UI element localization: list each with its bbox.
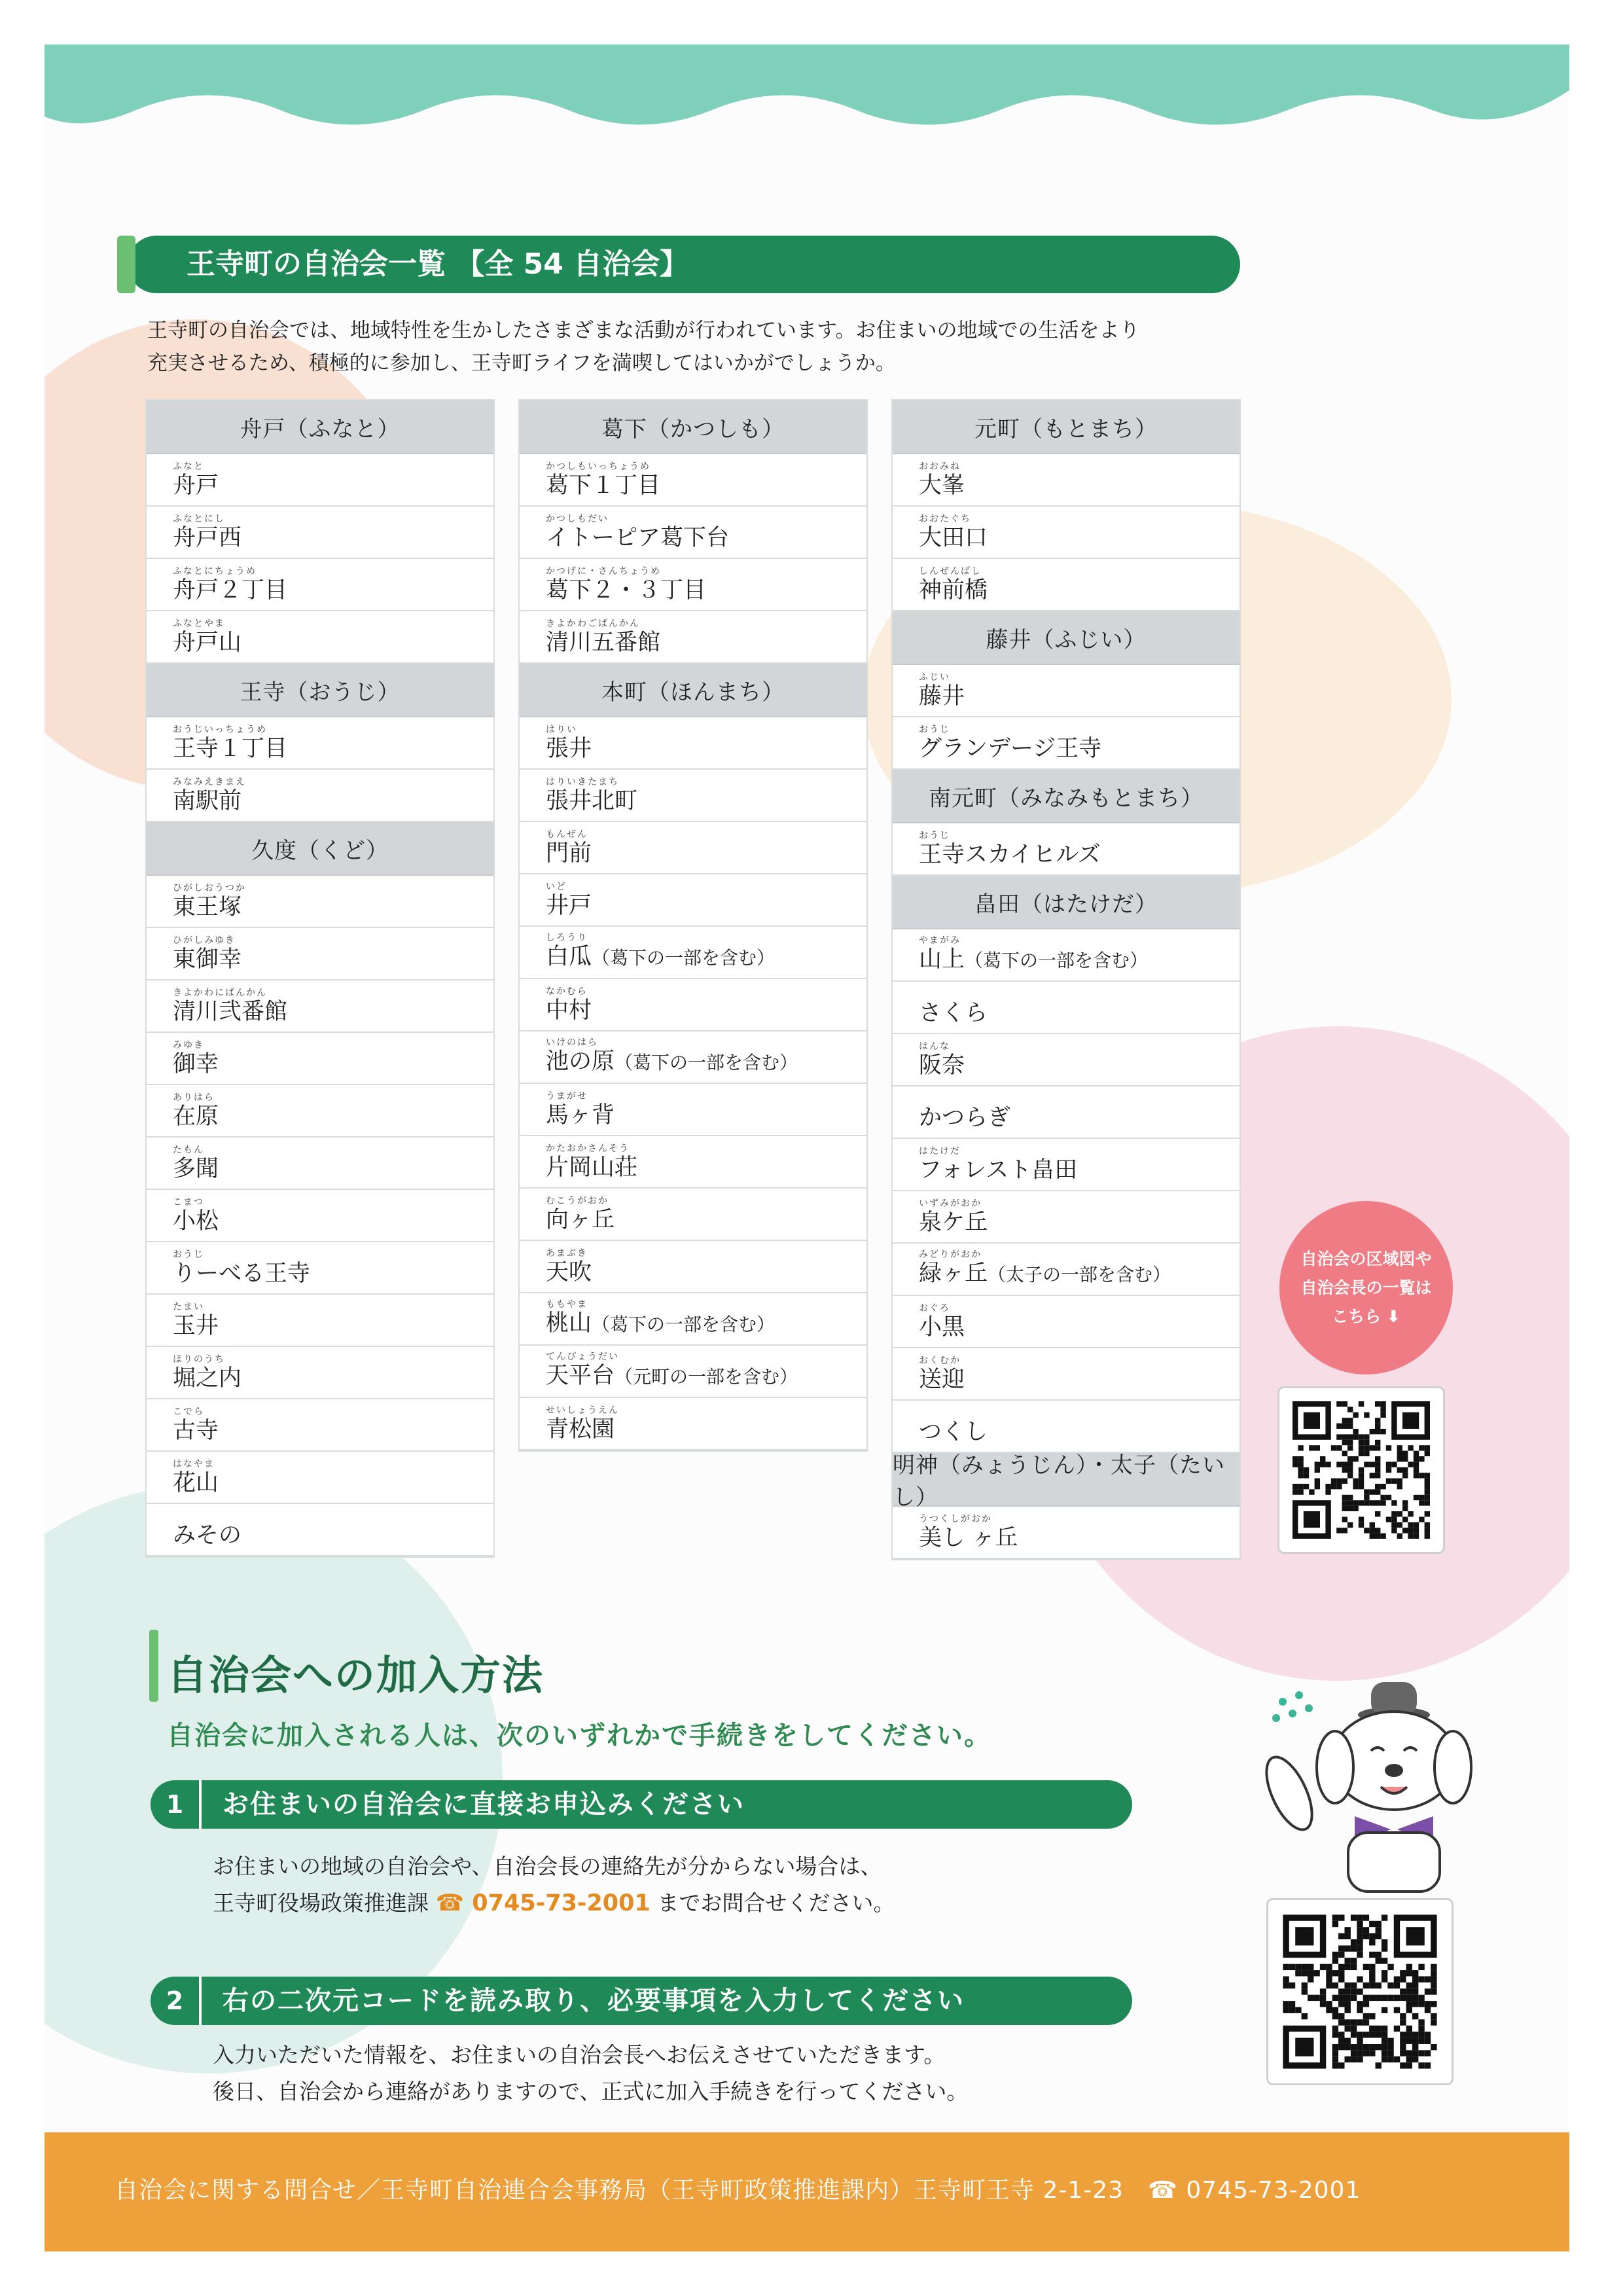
association-name: 舟戸山 — [173, 630, 242, 656]
furigana: おぐろ — [919, 1303, 950, 1314]
association-name-line — [919, 1419, 988, 1445]
qr-code-icon — [1268, 1900, 1452, 2083]
association-name-line — [173, 736, 287, 762]
association-name: つくし — [919, 1419, 988, 1445]
association-name: さくら — [919, 1000, 988, 1026]
furigana — [173, 1511, 241, 1522]
association-row — [147, 770, 493, 822]
furigana: きよかわごばんかん — [546, 619, 640, 629]
association-name-line — [173, 999, 287, 1025]
district-header: 本町（ほんまち） — [520, 664, 866, 717]
association-row — [520, 822, 866, 874]
association-name-line — [546, 1416, 619, 1443]
association-row — [147, 980, 493, 1033]
association-name: 葛下１丁目 — [546, 473, 661, 499]
association-name-line — [173, 577, 287, 603]
association-row — [147, 1242, 493, 1295]
step-1-line-1: お住まいの地域の自治会や、自治会長の連絡先が分からない場合は、 — [213, 1854, 882, 1879]
association-name: 阪奈 — [919, 1052, 965, 1079]
association-row — [147, 1190, 493, 1242]
furigana: いど — [546, 882, 567, 892]
association-note: （葛下の一部を含む） — [592, 947, 776, 969]
furigana: せいしょうえん — [546, 1405, 619, 1416]
furigana: かたおかさんそう — [546, 1143, 630, 1154]
association-row — [520, 1398, 866, 1450]
section-title: 王寺町の自治会一覧 【全 54 自治会】 — [187, 247, 689, 281]
furigana: おおみね — [919, 461, 961, 472]
association-name: かつらぎ — [919, 1105, 1011, 1131]
furigana: おくむか — [919, 1355, 961, 1366]
association-row — [893, 559, 1240, 611]
association-name-line — [546, 736, 592, 762]
furigana: たもん — [173, 1145, 204, 1155]
association-name-line — [546, 893, 592, 919]
association-name: 葛下２・３丁目 — [546, 577, 707, 603]
association-row — [147, 1504, 493, 1556]
association-name: 東御幸 — [173, 946, 242, 973]
qr-code-join[interactable] — [1266, 1898, 1454, 2085]
furigana: みゆき — [173, 1040, 204, 1050]
furigana: むこうがおか — [546, 1196, 609, 1206]
association-row — [147, 454, 493, 507]
furigana — [919, 1407, 988, 1419]
association-row — [893, 1139, 1240, 1191]
furigana: いずみがおか — [919, 1198, 982, 1209]
association-name: 王寺スカイヒルズ — [919, 842, 1101, 868]
association-row — [520, 717, 866, 770]
association-name-line — [546, 1102, 615, 1128]
association-name: 南駅前 — [173, 788, 242, 814]
phone-number[interactable]: ☎ 0745-73-2001 — [435, 1890, 651, 1916]
furigana — [919, 1093, 1010, 1105]
district-header: 久度（くど） — [147, 822, 493, 876]
association-name-line — [919, 1525, 1018, 1551]
step-2-number: 2 — [151, 1977, 202, 2025]
badge-line-1: 自治会の区域図や — [1300, 1249, 1432, 1268]
join-title-marker — [149, 1630, 158, 1702]
association-name: 送迎 — [919, 1367, 965, 1393]
association-row — [520, 1241, 866, 1293]
association-name: イトーピア葛下台 — [546, 525, 730, 551]
association-name-line — [546, 840, 592, 867]
intro-text: 王寺町の自治会では、地域特性を生かしたさまざまな活動が行われています。お住まいの地域での生活をより 充実させるため、積極的に参加し、王寺町ライフを満喫してはいかがでしょうか。 — [147, 319, 1140, 375]
furigana: おうじ — [173, 1249, 204, 1260]
wavy-header — [45, 45, 1569, 162]
association-row — [520, 1293, 866, 1346]
step-1-line-2 — [213, 1885, 895, 1922]
association-name-line — [173, 1470, 219, 1496]
association-row — [893, 982, 1240, 1034]
association-name: 山上 — [919, 946, 965, 973]
association-name-line — [919, 473, 965, 499]
step-2-line-2: 後日、自治会から連絡がありますので、正式に加入手続きを行ってください。 — [213, 2079, 969, 2104]
department-name: 王寺町役場政策推進課 — [213, 1890, 429, 1916]
association-row — [893, 1086, 1240, 1139]
furigana: てんぴょうだい — [546, 1352, 619, 1362]
furigana: ふじい — [919, 672, 950, 683]
furigana: はりいきたまち — [546, 777, 619, 787]
association-row — [520, 770, 866, 822]
association-name: グランデージ王寺 — [919, 736, 1102, 762]
association-row — [520, 1189, 866, 1241]
furigana: あまぶき — [546, 1248, 588, 1259]
association-name-line — [546, 1310, 775, 1338]
furigana: みどりがおか — [919, 1249, 982, 1260]
association-row — [520, 1031, 866, 1084]
association-row — [520, 927, 866, 979]
association-name-line — [919, 1314, 965, 1340]
furigana: ほりのうち — [173, 1354, 225, 1365]
association-name-line — [173, 894, 246, 920]
association-name-line — [546, 1259, 592, 1285]
furigana: ふなとやま — [173, 619, 225, 629]
association-name-line — [173, 1208, 219, 1234]
furigana — [919, 988, 988, 1000]
association-name: 小黒 — [919, 1314, 965, 1340]
association-row — [520, 979, 866, 1031]
qr-code-map[interactable] — [1277, 1386, 1445, 1554]
step-1-number: 1 — [151, 1780, 202, 1829]
association-name-line — [546, 788, 637, 814]
association-name: 舟戸 — [173, 473, 219, 499]
association-row — [147, 1033, 493, 1085]
association-name: 馬ヶ背 — [546, 1102, 615, 1128]
step-1-bar — [151, 1780, 1132, 1829]
association-row — [893, 1507, 1240, 1559]
association-row — [520, 507, 866, 559]
association-name: 清川弐番館 — [173, 999, 288, 1025]
association-name: 緑ヶ丘 — [919, 1261, 988, 1287]
association-name-line — [546, 473, 660, 499]
association-row — [147, 876, 493, 928]
furigana: もんぜん — [546, 829, 588, 840]
association-name-line — [546, 630, 660, 656]
association-note: （葛下の一部を含む） — [615, 1052, 798, 1073]
association-name: 片岡山荘 — [546, 1155, 638, 1181]
furigana: なかむら — [546, 986, 588, 997]
association-name-line — [173, 1103, 219, 1130]
association-row — [520, 874, 866, 927]
association-row — [893, 665, 1240, 717]
association-row — [893, 717, 1240, 770]
association-name-line — [546, 997, 592, 1024]
association-note: （葛下の一部を含む） — [592, 1314, 776, 1335]
association-name-line — [546, 944, 775, 971]
district-header: 元町（もとまち） — [893, 401, 1240, 454]
furigana: ふなと — [173, 461, 204, 472]
column-3 — [891, 399, 1241, 1560]
association-note: （元町の一部を含む） — [615, 1366, 798, 1388]
association-name: 清川五番館 — [546, 630, 661, 656]
association-name: 堀之内 — [173, 1365, 242, 1391]
furigana: はりい — [546, 725, 577, 735]
association-name-line — [173, 1156, 219, 1182]
association-name-line — [173, 630, 241, 656]
association-name: 門前 — [546, 840, 592, 867]
association-row — [147, 1399, 493, 1452]
association-row — [147, 559, 493, 611]
association-name-line — [173, 1418, 219, 1444]
furigana: うつくしがおか — [919, 1514, 992, 1524]
association-row — [520, 1136, 866, 1189]
furigana: ありはら — [173, 1092, 215, 1103]
association-name: 張井北町 — [546, 788, 638, 814]
step-2-title: 右の二次元コードを読み取り、必要事項を入力してください — [223, 1986, 965, 2016]
furigana: しんぜんばし — [919, 566, 982, 577]
step-1-line-2-end: までお問合せください。 — [657, 1890, 895, 1916]
association-row — [520, 454, 866, 507]
association-name: 大田口 — [919, 525, 988, 551]
association-row — [893, 1034, 1240, 1086]
association-row — [893, 1244, 1240, 1296]
district-header: 南元町（みなみもとまち） — [893, 770, 1240, 823]
furigana: ももやま — [546, 1299, 588, 1310]
furigana: かつしもいっちょうめ — [546, 461, 651, 472]
furigana: はたけだ — [919, 1146, 961, 1157]
association-row — [147, 1085, 493, 1138]
furigana: やまがみ — [919, 935, 961, 946]
association-row — [147, 717, 493, 770]
association-row — [147, 507, 493, 559]
association-name: 花山 — [173, 1470, 219, 1496]
column-1 — [145, 399, 495, 1558]
association-row — [147, 1138, 493, 1190]
association-row — [147, 1452, 493, 1504]
furigana: かつげに・さんちょうめ — [546, 566, 661, 577]
association-name-line — [546, 1155, 637, 1181]
furigana: きよかわにばんかん — [173, 988, 267, 998]
furigana: おおたぐち — [919, 514, 971, 524]
map-link-badge[interactable] — [1279, 1201, 1453, 1374]
district-header: 畠田（はたけだ） — [893, 876, 1240, 929]
association-name: 大峯 — [919, 473, 965, 499]
association-name: 白瓜 — [546, 944, 592, 970]
association-name-line — [546, 577, 706, 603]
association-name-line — [173, 1051, 219, 1077]
association-name: みその — [173, 1522, 242, 1549]
association-name-line — [919, 946, 1148, 974]
association-name: 天吹 — [546, 1259, 592, 1285]
furigana: おうじいっちょうめ — [173, 725, 267, 735]
furigana: こまつ — [173, 1197, 204, 1208]
section-header-stub — [117, 236, 135, 293]
association-name-line — [919, 1052, 965, 1079]
association-name: フォレスト畠田 — [919, 1157, 1078, 1183]
association-name-line — [173, 1261, 310, 1287]
footer-contact: 自治会に関する問合せ／王寺町自治連合会事務局（王寺町政策推進課内）王寺町王寺 2-1-23 ☎ 0745-73-2001 — [115, 2177, 1361, 2204]
district-header: 葛下（かつしも） — [520, 401, 866, 454]
furigana: いけのはら — [546, 1037, 598, 1048]
association-row — [893, 823, 1240, 876]
step-2-line-1: 入力いただいた情報を、お住まいの自治会長へお伝えさせていただきます。 — [213, 2042, 946, 2068]
association-row — [520, 1346, 866, 1398]
association-name: 向ヶ丘 — [546, 1207, 615, 1233]
join-title: 自治会への加入方法 — [167, 1651, 544, 1699]
association-name-line — [173, 525, 241, 551]
furigana: はんな — [919, 1041, 950, 1052]
association-row — [893, 1191, 1240, 1244]
association-row — [893, 1296, 1240, 1348]
badge-line-3: こちら ⬇ — [1332, 1306, 1400, 1326]
furigana: ひがしみゆき — [173, 935, 236, 946]
qr-code-icon — [1279, 1388, 1443, 1552]
association-name-line — [546, 1363, 798, 1390]
furigana: かつしもだい — [546, 514, 609, 524]
district-header: 藤井（ふじい） — [893, 611, 1240, 665]
association-name-line — [919, 1157, 1077, 1183]
association-name: 舟戸西 — [173, 525, 242, 551]
furigana: みなみえきまえ — [173, 777, 246, 787]
association-name: 小松 — [173, 1208, 219, 1234]
association-name: 美し ヶ丘 — [919, 1525, 1018, 1551]
association-name: 御幸 — [173, 1051, 219, 1077]
furigana: こでら — [173, 1407, 204, 1417]
furigana: はなやま — [173, 1459, 215, 1469]
association-row — [520, 559, 866, 611]
furigana: しろうり — [546, 933, 588, 943]
association-name-line — [919, 577, 988, 603]
association-row — [893, 1348, 1240, 1401]
association-name-line — [173, 1313, 219, 1339]
association-note: （太子の一部を含む） — [988, 1264, 1171, 1285]
association-name: 井戸 — [546, 893, 592, 919]
association-name-line — [919, 1367, 965, 1393]
association-row — [893, 929, 1240, 982]
association-name: 玉井 — [173, 1313, 219, 1339]
association-name-line — [919, 683, 965, 709]
district-header: 王寺（おうじ） — [147, 664, 493, 717]
association-row — [520, 1084, 866, 1136]
association-name-line — [919, 1000, 988, 1026]
association-row — [893, 507, 1240, 559]
association-name-line — [173, 946, 241, 973]
association-name-line — [919, 1261, 1171, 1288]
association-row — [147, 1347, 493, 1399]
association-name: りーべる王寺 — [173, 1261, 311, 1287]
association-row — [893, 1401, 1240, 1453]
association-name: 在原 — [173, 1103, 219, 1130]
district-header: 舟戸（ふなと） — [147, 401, 493, 454]
association-name-line — [919, 736, 1101, 762]
furigana: うまがせ — [546, 1091, 588, 1102]
furigana: ふなとにし — [173, 514, 225, 524]
furigana: おうじ — [919, 725, 950, 735]
association-row — [147, 611, 493, 664]
association-name: 藤井 — [919, 683, 965, 709]
badge-line-2: 自治会長の一覧は — [1300, 1278, 1432, 1297]
column-2 — [518, 399, 868, 1452]
association-name-line — [919, 1210, 988, 1236]
association-row — [147, 1295, 493, 1347]
association-name-line — [919, 1105, 1010, 1131]
association-name-line — [919, 842, 1101, 868]
association-name: 青松園 — [546, 1416, 615, 1443]
furigana: おうじ — [919, 831, 950, 841]
association-name-line — [546, 1049, 798, 1076]
district-header: 明神（みょうじん）・太子（たいし） — [893, 1453, 1240, 1507]
association-name: 天平台 — [546, 1363, 615, 1389]
association-name-line — [173, 473, 219, 499]
association-name: 中村 — [546, 997, 592, 1024]
association-name-line — [919, 525, 988, 551]
association-name: 王寺１丁目 — [173, 736, 288, 762]
association-name-line — [546, 525, 729, 551]
association-name-line — [173, 788, 246, 814]
furigana: たまい — [173, 1302, 204, 1312]
association-name: 桃山 — [546, 1310, 592, 1336]
association-name-line — [173, 1522, 241, 1549]
step-2-bar — [151, 1977, 1132, 2025]
association-name: 古寺 — [173, 1418, 219, 1444]
association-name-line — [173, 1365, 241, 1391]
association-name: 多聞 — [173, 1156, 219, 1182]
association-row — [147, 928, 493, 980]
association-name: 張井 — [546, 736, 592, 762]
join-subtitle: 自治会に加入される人は、次のいずれかで手続きをしてください。 — [167, 1721, 991, 1751]
association-row — [520, 611, 866, 664]
association-row — [893, 454, 1240, 507]
step-1-title: お住まいの自治会に直接お申込みください — [223, 1789, 745, 1820]
association-name-line — [546, 1207, 615, 1233]
association-name: 舟戸２丁目 — [173, 577, 288, 603]
association-name: 東王塚 — [173, 894, 242, 920]
furigana: ひがしおうつか — [173, 883, 246, 893]
association-note: （葛下の一部を含む） — [965, 950, 1149, 971]
mascot-dog-icon — [1243, 1676, 1479, 1898]
furigana: ふなとにちょうめ — [173, 566, 257, 577]
association-name: 泉ケ丘 — [919, 1210, 988, 1236]
association-name: 神前橋 — [919, 577, 988, 603]
association-name: 池の原 — [546, 1049, 615, 1075]
